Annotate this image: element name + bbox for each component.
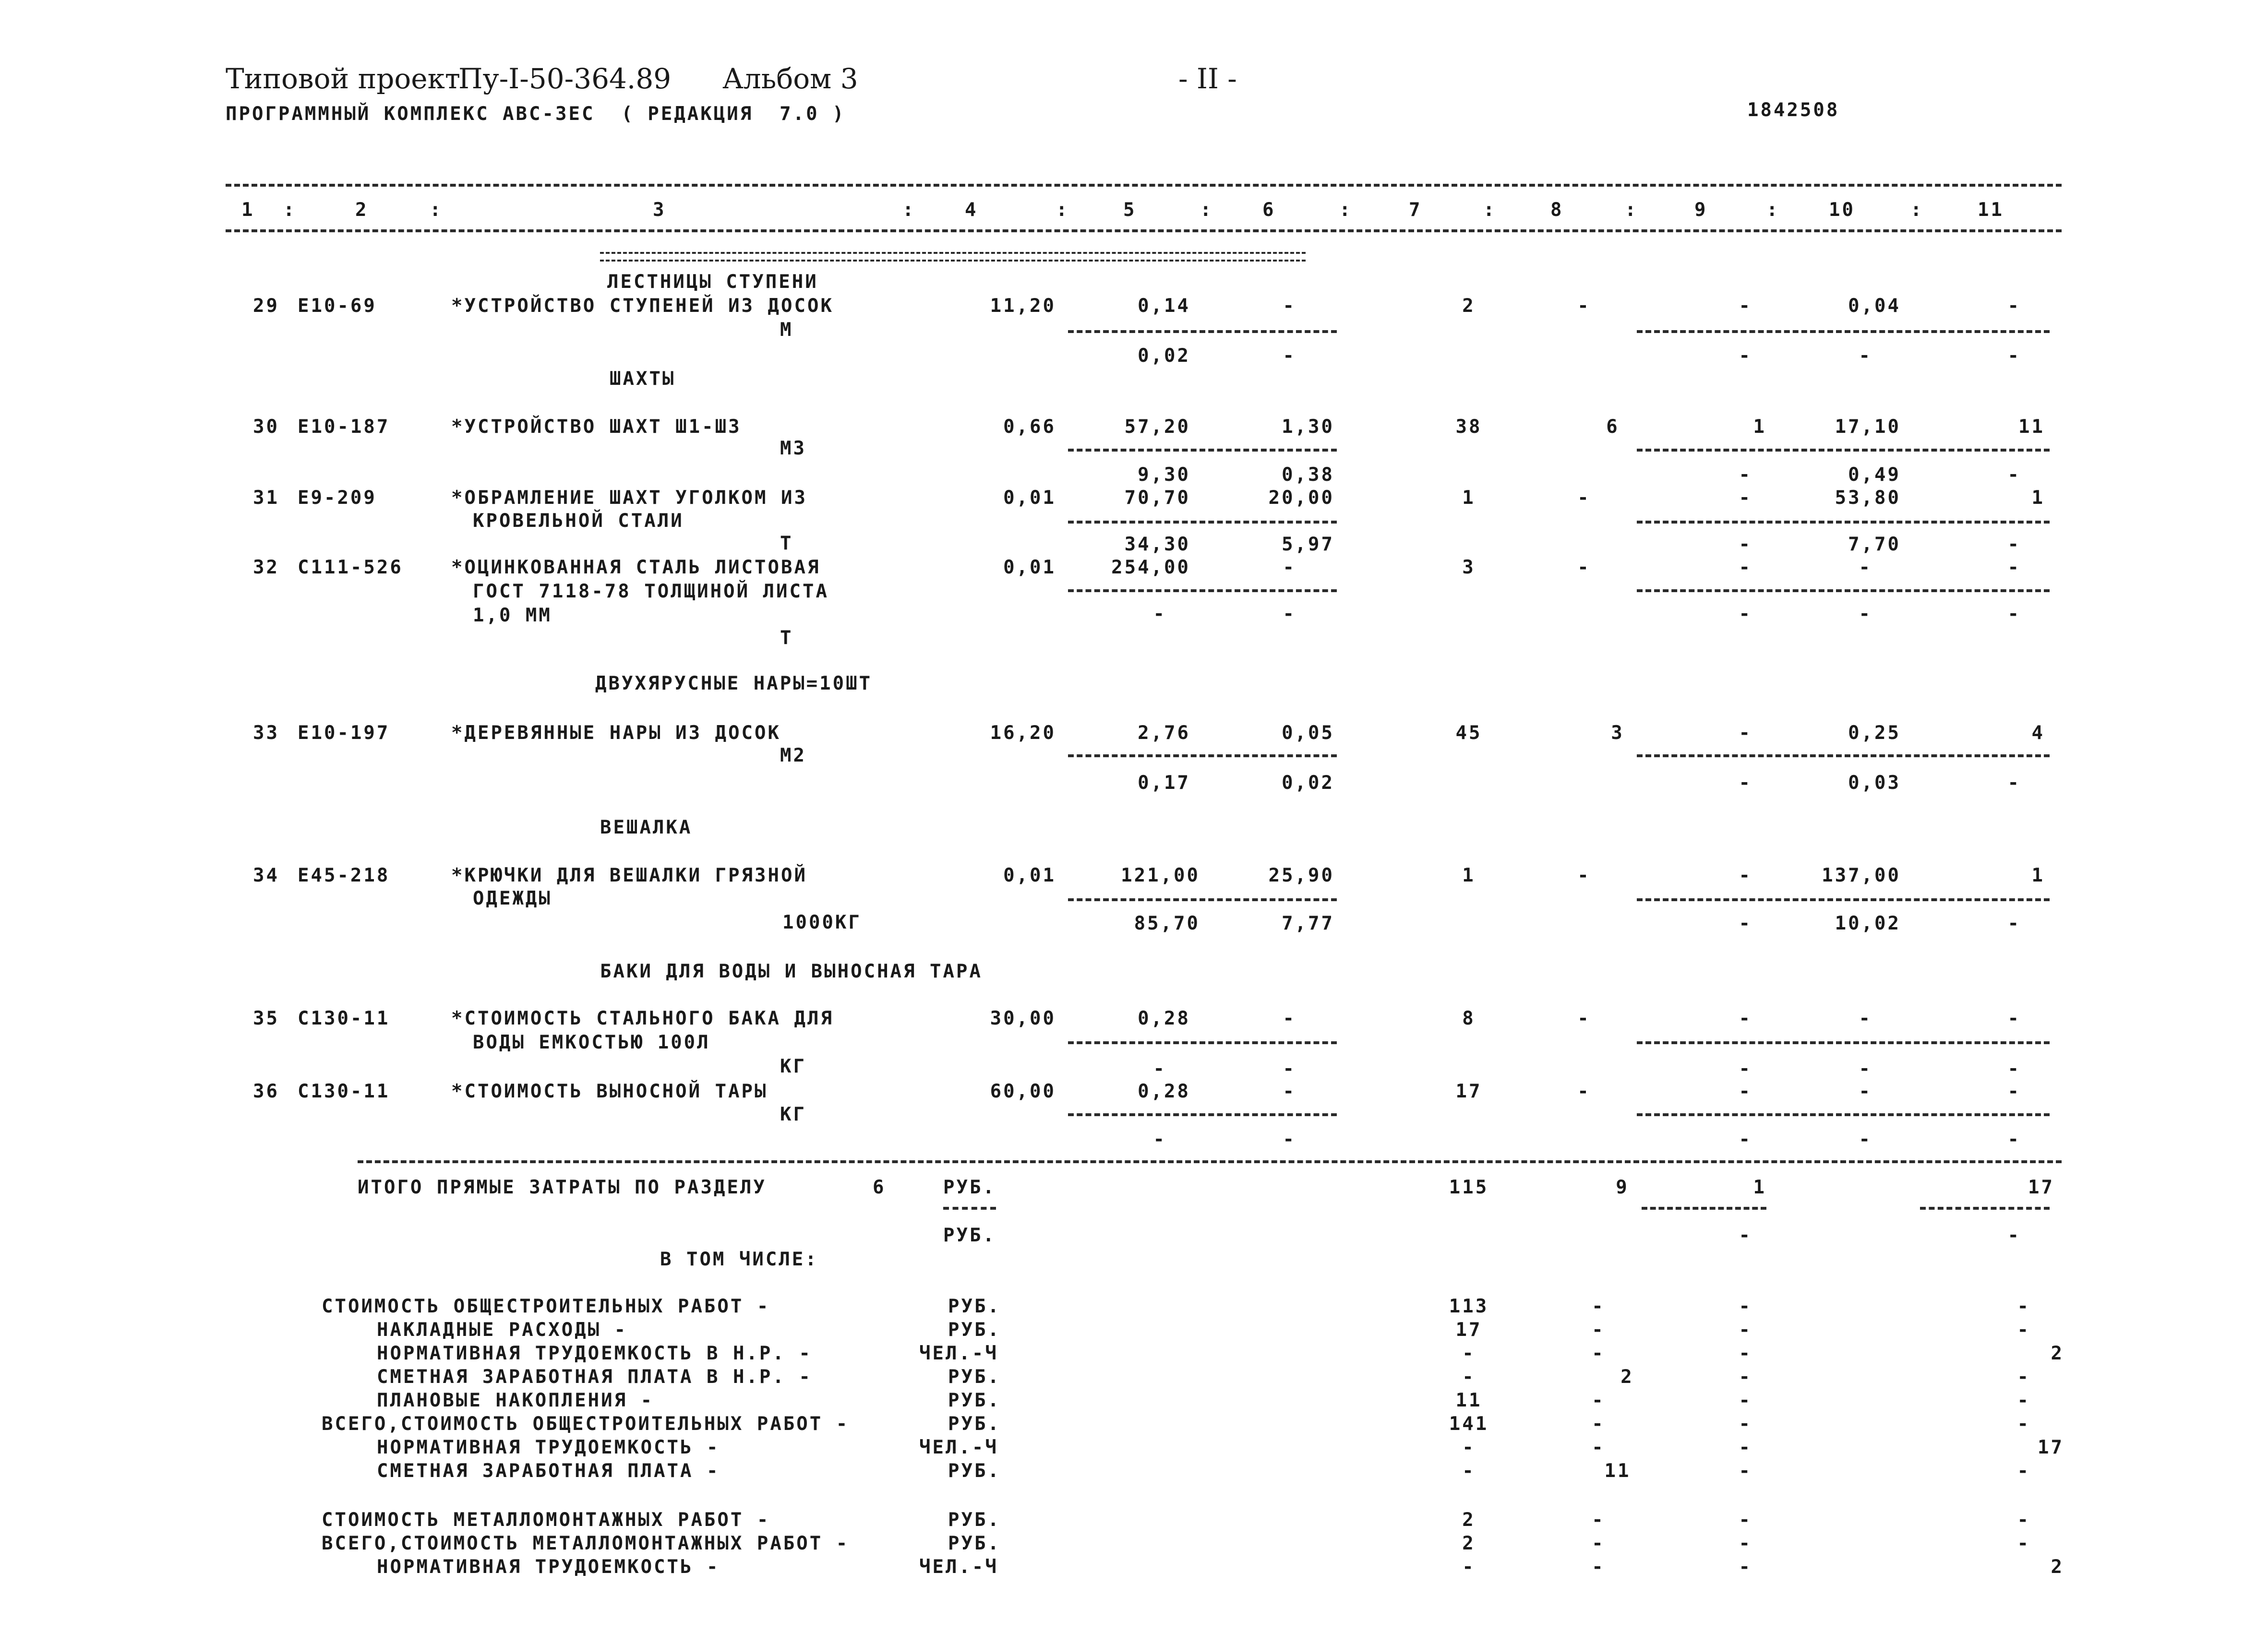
cell-col10-sub: - <box>1859 603 1872 625</box>
cell-col9-sub: - <box>1739 603 1752 625</box>
cell-col6: - <box>1283 1081 1296 1102</box>
cell-col10: 53,80 <box>1835 487 1901 509</box>
summary-col11: 2 <box>2051 1343 2064 1364</box>
row-separator <box>1068 754 1337 757</box>
row-separator <box>1637 754 2050 757</box>
cell-col10: 0,25 <box>1848 722 1901 744</box>
totals-col9-sub: - <box>1739 1225 1752 1246</box>
col-header-sep: : <box>902 199 916 221</box>
totals-col11-sub: - <box>2007 1225 2021 1246</box>
row-separator <box>1637 521 2050 524</box>
col-header-sep: : <box>1625 199 1638 221</box>
cell-col10: - <box>1859 557 1872 578</box>
col-header: 1 <box>241 199 255 221</box>
totals-rule <box>358 1160 2062 1163</box>
summary-col11: - <box>2017 1460 2030 1482</box>
header-rule-bottom <box>226 229 2062 232</box>
totals-col8: 9 <box>1616 1177 1629 1198</box>
col-header: 10 <box>1829 199 1855 221</box>
row-unit: М3 <box>780 438 806 459</box>
cell-col11-sub: - <box>2007 913 2021 934</box>
row-description-cont: ОДЕЖДЫ <box>473 888 552 909</box>
summary-col9: - <box>1739 1509 1752 1531</box>
page-number: - II - <box>1178 62 1237 95</box>
cell-col11: 11 <box>2018 416 2045 438</box>
summary-unit: РУБ. <box>948 1366 1001 1388</box>
summary-col11: - <box>2017 1509 2030 1531</box>
summary-col8: - <box>1592 1556 1605 1578</box>
cell-col6-sub: - <box>1283 1129 1296 1150</box>
summary-col8: 11 <box>1604 1460 1631 1482</box>
project-code: Пу-I-50-364.89 <box>458 62 672 95</box>
cell-col7: 1 <box>1462 487 1476 509</box>
row-description-cont: ВОДЫ ЕМКОСТЬЮ 100Л <box>473 1032 710 1053</box>
summary-col8: - <box>1592 1390 1605 1411</box>
summary-col7: 2 <box>1462 1533 1476 1554</box>
summary-col11: - <box>2017 1413 2030 1435</box>
row-number: 29 <box>253 295 279 317</box>
cell-col9-sub: - <box>1739 534 1752 555</box>
cell-col11: 4 <box>2031 722 2045 744</box>
col-header: 7 <box>1409 199 1422 221</box>
cell-col8: - <box>1577 557 1591 578</box>
summary-col8: - <box>1592 1413 1605 1435</box>
summary-unit: РУБ. <box>948 1413 1001 1435</box>
doc-id: 1842508 <box>1747 99 1840 121</box>
col-header-sep: : <box>1483 199 1497 221</box>
cell-col10-sub: - <box>1859 1058 1872 1080</box>
summary-unit: РУБ. <box>948 1319 1001 1341</box>
section-title-stairs: ЛЕСТНИЦЫ СТУПЕНИ <box>607 271 818 293</box>
section-title-tanks: БАКИ ДЛЯ ВОДЫ И ВЫНОСНАЯ ТАРА <box>600 961 983 982</box>
totals-separator <box>1920 1207 2050 1210</box>
row-separator <box>1637 589 2050 592</box>
summary-label: СМЕТНАЯ ЗАРАБОТНАЯ ПЛАТА - <box>377 1460 720 1482</box>
summary-unit: РУБ. <box>948 1460 1001 1482</box>
cell-col10: - <box>1859 1008 1872 1029</box>
summary-col11: - <box>2017 1390 2030 1411</box>
summary-unit: РУБ. <box>948 1390 1001 1411</box>
cell-col11-sub: - <box>2007 534 2021 555</box>
row-code: С130-11 <box>298 1081 390 1102</box>
row-separator <box>1637 1041 2050 1044</box>
cell-col10-sub: - <box>1859 1129 1872 1150</box>
summary-label: НОРМАТИВНАЯ ТРУДОЕМКОСТЬ - <box>377 1437 720 1458</box>
summary-col9: - <box>1739 1460 1752 1482</box>
summary-col11: - <box>2017 1366 2030 1388</box>
cell-col11-sub: - <box>2007 464 2021 486</box>
summary-col7: 11 <box>1455 1390 1482 1411</box>
row-number: 32 <box>253 557 279 578</box>
cell-col10-sub: 0,03 <box>1848 772 1901 794</box>
cell-col5-sub: 9,30 <box>1138 464 1190 486</box>
cell-col4: 0,66 <box>1003 416 1056 438</box>
cell-col5-sub: - <box>1153 1129 1166 1150</box>
cell-col8: - <box>1577 1081 1591 1102</box>
row-code: С130-11 <box>298 1008 390 1029</box>
row-code: Е10-187 <box>298 416 390 438</box>
summary-col9: - <box>1739 1319 1752 1341</box>
summary-col7: 17 <box>1455 1319 1482 1341</box>
row-code: Е45-218 <box>298 865 390 886</box>
col-header: 8 <box>1550 199 1564 221</box>
summary-unit: РУБ. <box>948 1296 1001 1317</box>
cell-col11-sub: - <box>2007 1129 2021 1150</box>
cell-col5-sub: 0,17 <box>1138 772 1190 794</box>
cell-col4: 11,20 <box>990 295 1056 317</box>
cell-col9-sub: - <box>1739 772 1752 794</box>
cell-col6: - <box>1283 1008 1296 1029</box>
cell-col4: 30,00 <box>990 1008 1056 1029</box>
row-separator <box>1068 1113 1337 1116</box>
cell-col9: - <box>1739 557 1752 578</box>
cell-col7: 45 <box>1455 722 1482 744</box>
cell-col9: - <box>1739 1081 1752 1102</box>
row-number: 30 <box>253 416 279 438</box>
cell-col4: 0,01 <box>1003 865 1056 886</box>
col-header: 11 <box>1978 199 2004 221</box>
cell-col7: 38 <box>1455 416 1482 438</box>
cell-col8: - <box>1577 865 1591 886</box>
row-separator <box>1068 449 1337 452</box>
cell-col6-sub: 5,97 <box>1282 534 1334 555</box>
row-unit: Т <box>780 627 793 649</box>
cell-col8: - <box>1577 295 1591 317</box>
summary-unit: РУБ. <box>948 1533 1001 1554</box>
row-description: *КРЮЧКИ ДЛЯ ВЕШАЛКИ ГРЯЗНОЙ <box>451 865 807 886</box>
summary-label: НОРМАТИВНАЯ ТРУДОЕМКОСТЬ - <box>377 1556 720 1578</box>
summary-col11: - <box>2017 1533 2030 1554</box>
col-header: 4 <box>965 199 978 221</box>
summary-unit: ЧЕЛ.-Ч <box>919 1556 998 1578</box>
summary-col7: 2 <box>1462 1509 1476 1531</box>
summary-col8: - <box>1592 1343 1605 1364</box>
row-separator <box>1068 589 1337 592</box>
cell-col10-sub: 0,49 <box>1848 464 1901 486</box>
row-separator <box>1068 1041 1337 1044</box>
cell-col10: 17,10 <box>1835 416 1901 438</box>
col-header: 2 <box>355 199 369 221</box>
summary-unit: ЧЕЛ.-Ч <box>919 1343 998 1364</box>
summary-col9: - <box>1739 1556 1752 1578</box>
summary-col7: - <box>1462 1366 1476 1388</box>
cell-col4: 0,01 <box>1003 487 1056 509</box>
col-header: 6 <box>1262 199 1276 221</box>
row-description: *СТОИМОСТЬ ВЫНОСНОЙ ТАРЫ <box>451 1081 768 1102</box>
cell-col5: 0,28 <box>1138 1008 1190 1029</box>
totals-unit2: РУБ. <box>943 1225 996 1246</box>
summary-col9: - <box>1739 1413 1752 1435</box>
cell-col10-sub: - <box>1859 345 1872 367</box>
cell-col7: 2 <box>1462 295 1476 317</box>
cell-col7: 8 <box>1462 1008 1476 1029</box>
row-description: *ОЦИНКОВАННАЯ СТАЛЬ ЛИСТОВАЯ <box>451 557 821 578</box>
summary-label: ВСЕГО,СТОИМОСТЬ МЕТАЛЛОМОНТАЖНЫХ РАБОТ - <box>322 1533 850 1554</box>
cell-col6-sub: 7,77 <box>1282 913 1334 934</box>
totals-col7: 115 <box>1449 1177 1489 1198</box>
col-header-sep: : <box>283 199 297 221</box>
summary-col8: - <box>1592 1533 1605 1554</box>
cell-col11: 1 <box>2031 487 2045 509</box>
cell-col8: - <box>1577 1008 1591 1029</box>
row-description: *УСТРОЙСТВО ШАХТ Ш1-Ш3 <box>451 416 742 438</box>
cell-col5: 2,76 <box>1138 722 1190 744</box>
totals-unit: РУБ. <box>943 1177 996 1198</box>
row-description: *СТОИМОСТЬ СТАЛЬНОГО БАКА ДЛЯ <box>451 1008 834 1029</box>
col-header-sep: : <box>430 199 443 221</box>
col-header-sep: : <box>1766 199 1780 221</box>
section-title-bunks: ДВУХЯРУСНЫЕ НАРЫ=10ШТ <box>595 673 873 694</box>
cell-col9-sub: - <box>1739 913 1752 934</box>
section-double-rule <box>600 252 1306 262</box>
cell-col9-sub: - <box>1739 464 1752 486</box>
row-number: 33 <box>253 722 279 744</box>
row-separator <box>1068 330 1337 333</box>
cell-col11: - <box>2007 557 2021 578</box>
col-header: 9 <box>1694 199 1708 221</box>
cell-col6: 1,30 <box>1282 416 1334 438</box>
cell-col11: - <box>2007 1081 2021 1102</box>
summary-col7: - <box>1462 1343 1476 1364</box>
row-separator <box>1637 1113 2050 1116</box>
cell-col5: 70,70 <box>1124 487 1190 509</box>
summary-col7: - <box>1462 1460 1476 1482</box>
cell-col11-sub: - <box>2007 772 2021 794</box>
summary-label: СТОИМОСТЬ МЕТАЛЛОМОНТАЖНЫХ РАБОТ - <box>322 1509 770 1531</box>
cell-col5-sub: - <box>1153 1058 1166 1080</box>
row-number: 35 <box>253 1008 279 1029</box>
cell-col5-sub: 34,30 <box>1124 534 1190 555</box>
cell-col11-sub: - <box>2007 345 2021 367</box>
cell-col9: 1 <box>1753 416 1766 438</box>
row-code: Е10-69 <box>298 295 377 317</box>
cell-col9-sub: - <box>1739 1058 1752 1080</box>
row-code: Е9-209 <box>298 487 377 509</box>
summary-col9: - <box>1739 1296 1752 1317</box>
cell-col6: - <box>1283 295 1296 317</box>
summary-col8: - <box>1592 1296 1605 1317</box>
row-code: С111-526 <box>298 557 403 578</box>
cell-col5-sub: - <box>1153 603 1166 625</box>
summary-unit: РУБ. <box>948 1509 1001 1531</box>
cell-col5: 254,00 <box>1111 557 1190 578</box>
col-header-sep: : <box>1339 199 1353 221</box>
row-number: 31 <box>253 487 279 509</box>
cell-col5: 0,14 <box>1138 295 1190 317</box>
cell-col8: 6 <box>1606 416 1620 438</box>
cell-col7: 17 <box>1455 1081 1482 1102</box>
cell-col9-sub: - <box>1739 345 1752 367</box>
cell-col9: - <box>1739 295 1752 317</box>
cell-col10: - <box>1859 1081 1872 1102</box>
summary-col8: - <box>1592 1509 1605 1531</box>
row-separator <box>1637 449 2050 452</box>
section-title-hanger: ВЕШАЛКА <box>600 817 693 838</box>
row-description-cont: КРОВЕЛЬНОЙ СТАЛИ <box>473 510 684 532</box>
cell-col7: 3 <box>1462 557 1476 578</box>
program-line: ПРОГРАММНЫЙ КОМПЛЕКС АВС-ЗЕС ( РЕДАКЦИЯ 7.0 ) <box>226 103 846 125</box>
cell-col11-sub: - <box>2007 603 2021 625</box>
summary-col8: - <box>1592 1319 1605 1341</box>
cell-col5-sub: 0,02 <box>1138 345 1190 367</box>
cell-col6-sub: 0,02 <box>1282 772 1334 794</box>
summary-col7: - <box>1462 1437 1476 1458</box>
cell-col9-sub: - <box>1739 1129 1752 1150</box>
cell-col11-sub: - <box>2007 1058 2021 1080</box>
cell-col5: 57,20 <box>1124 416 1190 438</box>
row-unit: КГ <box>780 1104 806 1125</box>
album-label: Альбом 3 <box>722 62 858 95</box>
summary-col9: - <box>1739 1390 1752 1411</box>
row-separator <box>1068 521 1337 524</box>
row-description-cont: 1,0 ММ <box>473 605 552 626</box>
row-unit: КГ <box>780 1056 806 1077</box>
totals-section: 6 <box>873 1177 886 1198</box>
cell-col5-sub: 85,70 <box>1134 913 1200 934</box>
doc-title: Типовой проект <box>226 62 460 95</box>
row-unit: 1000КГ <box>782 912 862 933</box>
row-description: *ДЕРЕВЯННЫЕ НАРЫ ИЗ ДОСОК <box>451 722 781 744</box>
cell-col6: 0,05 <box>1282 722 1334 744</box>
totals-col11: 17 <box>2028 1177 2054 1198</box>
totals-col9: 1 <box>1753 1177 1766 1198</box>
section-title-shafts: ШАХТЫ <box>610 368 676 390</box>
summary-label: ПЛАНОВЫЕ НАКОПЛЕНИЯ - <box>377 1390 654 1411</box>
cell-col6-sub: - <box>1283 1058 1296 1080</box>
row-description: *УСТРОЙСТВО СТУПЕНЕЙ ИЗ ДОСОК <box>451 295 834 317</box>
summary-col7: 113 <box>1449 1296 1489 1317</box>
cell-col8: 3 <box>1611 722 1624 744</box>
col-header-sep: : <box>1910 199 1924 221</box>
row-separator <box>1637 898 2050 901</box>
col-header: 3 <box>653 199 666 221</box>
row-separator <box>1068 898 1337 901</box>
cell-col10-sub: 7,70 <box>1848 534 1901 555</box>
summary-col11: 2 <box>2051 1556 2064 1578</box>
header-rule-top <box>226 184 2062 187</box>
summary-label: НОРМАТИВНАЯ ТРУДОЕМКОСТЬ В Н.Р. - <box>377 1343 812 1364</box>
summary-label: НАКЛАДНЫЕ РАСХОДЫ - <box>377 1319 628 1341</box>
summary-col9: - <box>1739 1533 1752 1554</box>
row-separator <box>1637 330 2050 333</box>
col-header: 5 <box>1123 199 1137 221</box>
cell-col10: 0,04 <box>1848 295 1901 317</box>
summary-col11: - <box>2017 1296 2030 1317</box>
cell-col9: - <box>1739 1008 1752 1029</box>
cell-col6-sub: - <box>1283 345 1296 367</box>
row-code: Е10-197 <box>298 722 390 744</box>
cell-col10-sub: 10,02 <box>1835 913 1901 934</box>
cell-col9: - <box>1739 722 1752 744</box>
cell-col11: - <box>2007 1008 2021 1029</box>
summary-label: СТОИМОСТЬ ОБЩЕСТРОИТЕЛЬНЫХ РАБОТ - <box>322 1296 770 1317</box>
cell-col6-sub: 0,38 <box>1282 464 1334 486</box>
cell-col10: 137,00 <box>1822 865 1901 886</box>
summary-col8: 2 <box>1620 1366 1634 1388</box>
summary-col11: 17 <box>2038 1437 2064 1458</box>
including-label: В ТОМ ЧИСЛЕ: <box>660 1249 818 1270</box>
totals-unit-rule <box>943 1207 996 1210</box>
row-number: 36 <box>253 1081 279 1102</box>
cell-col6: - <box>1283 557 1296 578</box>
row-description-cont: ГОСТ 7118-78 ТОЛЩИНОЙ ЛИСТА <box>473 581 829 602</box>
summary-col9: - <box>1739 1343 1752 1364</box>
cell-col8: - <box>1577 487 1591 509</box>
cell-col6: 20,00 <box>1268 487 1334 509</box>
row-description: *ОБРАМЛЕНИЕ ШАХТ УГОЛКОМ ИЗ <box>451 487 807 509</box>
cell-col9: - <box>1739 487 1752 509</box>
cell-col4: 16,20 <box>990 722 1056 744</box>
cell-col5: 121,00 <box>1121 865 1200 886</box>
cell-col11: 1 <box>2031 865 2045 886</box>
cell-col5: 0,28 <box>1138 1081 1190 1102</box>
col-header-sep: : <box>1200 199 1213 221</box>
cell-col7: 1 <box>1462 865 1476 886</box>
summary-col7: 141 <box>1449 1413 1489 1435</box>
cell-col6-sub: - <box>1283 603 1296 625</box>
totals-label: ИТОГО ПРЯМЫЕ ЗАТРАТЫ ПО РАЗДЕЛУ <box>358 1177 767 1198</box>
row-unit: М <box>780 319 793 341</box>
row-number: 34 <box>253 865 279 886</box>
summary-col7: - <box>1462 1556 1476 1578</box>
summary-col9: - <box>1739 1366 1752 1388</box>
cell-col9: - <box>1739 865 1752 886</box>
summary-label: ВСЕГО,СТОИМОСТЬ ОБЩЕСТРОИТЕЛЬНЫХ РАБОТ - <box>322 1413 850 1435</box>
cell-col4: 0,01 <box>1003 557 1056 578</box>
summary-col9: - <box>1739 1437 1752 1458</box>
col-header-sep: : <box>1056 199 1069 221</box>
summary-col8: - <box>1592 1437 1605 1458</box>
cell-col4: 60,00 <box>990 1081 1056 1102</box>
row-unit: Т <box>780 533 793 554</box>
row-unit: М2 <box>780 745 806 766</box>
summary-label: СМЕТНАЯ ЗАРАБОТНАЯ ПЛАТА В Н.Р. - <box>377 1366 812 1388</box>
summary-col11: - <box>2017 1319 2030 1341</box>
summary-unit: ЧЕЛ.-Ч <box>919 1437 998 1458</box>
cell-col6: 25,90 <box>1268 865 1334 886</box>
cell-col11: - <box>2007 295 2021 317</box>
totals-separator <box>1642 1207 1766 1210</box>
